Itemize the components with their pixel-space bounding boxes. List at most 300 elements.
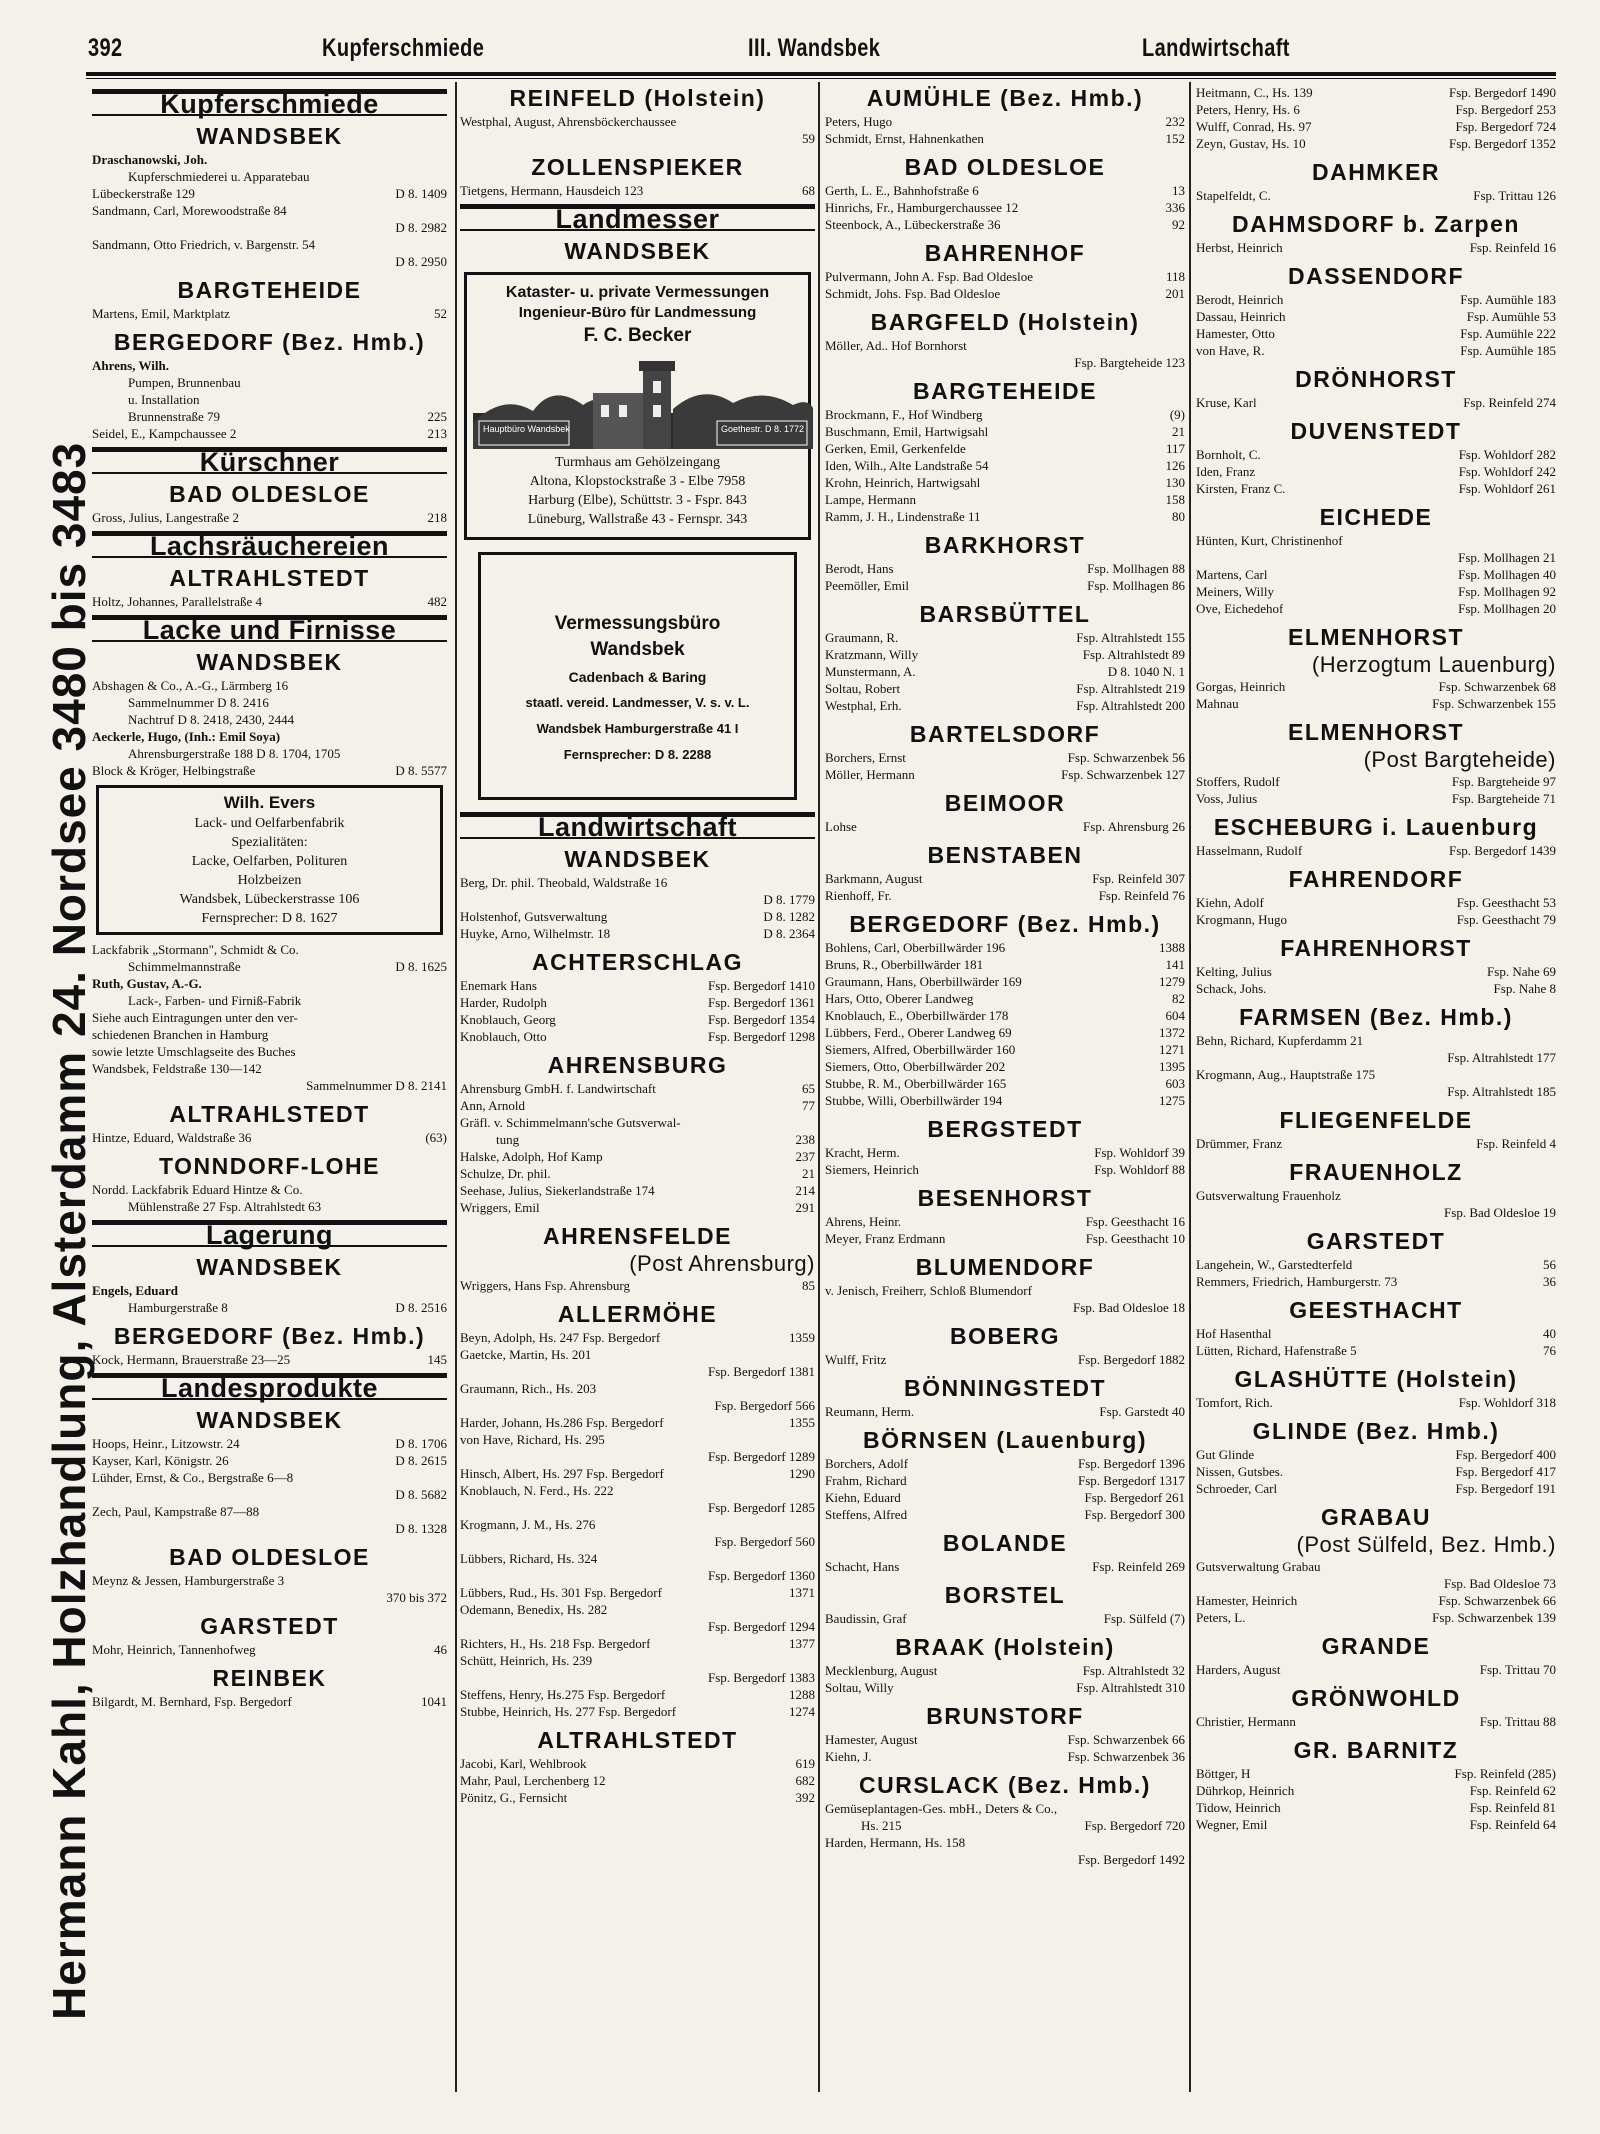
town-heading: BARKHORST — [924, 532, 1086, 558]
entry-value: Fsp. Bad Oldesloe 73 — [1444, 1576, 1556, 1591]
entry-text: Mecklenburg, August — [825, 1663, 938, 1678]
entry-value: 80 — [1172, 509, 1185, 524]
entry-value: 13 — [1172, 183, 1185, 198]
town-heading: GARSTEDT — [1306, 1228, 1446, 1254]
list-item — [825, 474, 1185, 491]
entry-text: Schmidt, Johs. Fsp. Bad Oldesloe — [825, 286, 1001, 301]
town-heading: FAHRENHORST — [1280, 935, 1472, 961]
list-item — [1196, 678, 1556, 695]
list-item — [460, 1550, 815, 1567]
entry — [92, 1351, 447, 1368]
list-item — [825, 423, 1185, 440]
entry-value: Fsp. Sülfeld (7) — [1103, 1611, 1185, 1626]
ad-line: Lacke, Oelfarben, Polituren — [191, 854, 348, 869]
list-item — [825, 130, 1185, 147]
list-item — [1196, 1325, 1556, 1342]
list-item — [825, 629, 1185, 646]
entry-text: Sandmann, Carl, Morewoodstraße 84 — [92, 203, 287, 218]
entry-value: Fsp. Bergedorf 253 — [1455, 102, 1556, 117]
entry-text: Graumann, Rich., Hs. 203 — [460, 1381, 597, 1396]
ad-line: Wandsbek Hamburgerstraße 41 I — [536, 721, 739, 736]
entry — [1196, 394, 1556, 411]
entry-text: Kiehn, Eduard — [825, 1490, 901, 1505]
entry-value: 1274 — [789, 1704, 815, 1719]
entry-value: 46 — [434, 1642, 447, 1657]
ad-line: Spezialitäten: — [231, 835, 308, 850]
entry-value: Fsp. Nahe 69 — [1487, 964, 1556, 979]
list-item — [825, 1041, 1185, 1058]
list-item — [825, 749, 1185, 766]
entry-value: 21 — [802, 1166, 815, 1181]
entry-text: Bohlens, Carl, Oberbillwärder 196 — [825, 940, 1006, 955]
list-item — [825, 1748, 1185, 1765]
list-item — [825, 285, 1185, 302]
entry-value: Fsp. Reinfeld 307 — [1092, 871, 1185, 886]
entry-name: Ahrens, Wilh. — [92, 358, 169, 373]
entry-line: Wandsbek, Feldstraße 130—142 — [92, 1061, 262, 1076]
entry-value: 1371 — [789, 1585, 815, 1600]
entry-value: Fsp. Bergedorf 1439 — [1448, 843, 1556, 858]
entry-text: Meyer, Franz Erdmann — [825, 1231, 946, 1246]
entry-line: schiedenen Branchen in Hamburg — [92, 1027, 269, 1042]
list-item — [460, 1516, 815, 1533]
entry-value: Fsp. Geesthacht 53 — [1456, 895, 1556, 910]
entry-text: Lackfabrik „Stormann", Schmidt & Co. — [92, 942, 299, 957]
entry-text: Westphal, Erh. — [825, 698, 902, 713]
side-advertisement: Hermann Kahl, Holzhandlung, Alsterdamm 24. Nordsee 3480 bis 3483 — [43, 441, 95, 2020]
entry-text: Harden, Hermann, Hs. 158 — [825, 1835, 966, 1850]
entry-text: Berg, Dr. phil. Theobald, Waldstraße 16 — [460, 875, 668, 890]
list-item — [825, 457, 1185, 474]
entry-text: Siemers, Alfred, Oberbillwärder 160 — [825, 1042, 1016, 1057]
entry-text: Borchers, Ernst — [825, 750, 906, 765]
entry-text: Ann, Arnold — [460, 1098, 525, 1113]
list-bargteheide — [825, 406, 1185, 525]
entry-value: Fsp. Altrahlstedt 185 — [1447, 1084, 1556, 1099]
entry-value: Fsp. Wohldorf 88 — [1094, 1162, 1185, 1177]
list-elmenhorst-bargteheide — [1196, 773, 1556, 807]
entry-text: Schimmelmannstraße — [128, 959, 241, 974]
list-bahrenhof — [825, 268, 1185, 302]
entry-value: Fsp. Schwarzenbek 127 — [1061, 767, 1185, 782]
entry-text: Lübbers, Richard, Hs. 324 — [460, 1551, 598, 1566]
list-item — [825, 1058, 1185, 1075]
entry-text: Harders, August — [1196, 1662, 1281, 1677]
entry-text: Langehein, W., Garstedterfeld — [1196, 1257, 1353, 1272]
entry — [460, 891, 815, 908]
section-heading: Lacke und Firnisse — [92, 615, 447, 642]
list-item — [460, 1618, 815, 1635]
entry-text: Peters, Hugo — [825, 114, 893, 129]
ad-line: Fernsprecher: D 8. 2288 — [563, 747, 712, 762]
entry-value: 232 — [1165, 114, 1185, 129]
entry-value — [811, 1431, 815, 1448]
town-heading: GRANDE — [1321, 1633, 1431, 1659]
section-heading: Landmesser — [460, 204, 815, 231]
list-besenhorst — [825, 1213, 1185, 1247]
entry-value: D 8. 2516 — [395, 1300, 447, 1315]
entry — [460, 1277, 815, 1294]
entry-value: Fsp. Bargteheide 71 — [1451, 791, 1556, 806]
entry — [92, 1129, 447, 1146]
town-heading: BAD OLDESLOE — [904, 154, 1106, 180]
entry-value: Fsp. Schwarzenbek 139 — [1432, 1610, 1556, 1625]
ad-title: Wilh. Evers — [223, 793, 316, 812]
entry-text: Iden, Wilh., Alte Landstraße 54 — [825, 458, 989, 473]
town-heading: DUVENSTEDT — [1290, 418, 1462, 444]
entry-text: Voss, Julius — [1196, 791, 1258, 806]
entry-value: Fsp. Bergedorf 1381 — [707, 1364, 815, 1379]
list-item — [825, 440, 1185, 457]
entry-value: D 8. 2364 — [763, 926, 815, 941]
entry-value: 218 — [427, 510, 447, 525]
entry — [92, 509, 447, 526]
entry-text: Knoblauch, E., Oberbillwärder 178 — [825, 1008, 1009, 1023]
town-heading: BARSBÜTTEL — [919, 601, 1091, 627]
ad-line: Wandsbek, Lübeckerstrasse 106 — [179, 892, 360, 907]
entry-text: Martens, Emil, Marktplatz — [92, 306, 230, 321]
entry-value: 68 — [802, 183, 815, 198]
list-item — [825, 182, 1185, 199]
entry-value: Fsp. Bergedorf 1352 — [1448, 136, 1556, 151]
entry-text: Peters, Henry, Hs. 6 — [1196, 102, 1300, 117]
town-subheading: (Post Ahrensburg) — [629, 1251, 815, 1276]
entry — [1196, 549, 1556, 566]
list-duvenstedt — [1196, 446, 1556, 497]
entry-value: 59 — [802, 131, 815, 146]
list-dassendorf — [1196, 291, 1556, 359]
entry-line: u. Installation — [128, 392, 200, 407]
ad-line: Lack- und Oelfarbenfabrik — [194, 816, 345, 831]
entry-value: D 8. 5682 — [395, 1487, 447, 1502]
entry-value: Fsp. Reinfeld 76 — [1098, 888, 1185, 903]
list-item — [825, 973, 1185, 990]
entry-text: Stubbe, Heinrich, Hs. 277 Fsp. Bergedorf — [460, 1704, 677, 1719]
list-item — [1196, 463, 1556, 480]
entry-text: Kruse, Karl — [1196, 395, 1257, 410]
entry-text: Kratzmann, Willy — [825, 647, 919, 662]
town-heading: ZOLLENSPIEKER — [531, 154, 744, 180]
entry-value: Fsp. Schwarzenbek 56 — [1067, 750, 1185, 765]
entry — [825, 1403, 1185, 1420]
entry — [92, 425, 447, 442]
list-item — [825, 766, 1185, 783]
entry-text: Dührkop, Heinrich — [1196, 1783, 1295, 1798]
column-divider — [455, 82, 457, 2092]
page-number: 392 — [88, 34, 123, 62]
entry — [825, 1299, 1185, 1316]
entry-text: Hasselmann, Rudolf — [1196, 843, 1303, 858]
entry-text: Lampe, Hermann — [825, 492, 916, 507]
entry — [825, 818, 1185, 835]
entry-value: 1279 — [1159, 974, 1185, 989]
entry — [1196, 1204, 1556, 1221]
entry-value: Fsp. Wohldorf 261 — [1458, 481, 1556, 496]
section-heading: Lachsräuchereien — [92, 531, 447, 558]
town-heading: AUMÜHLE (Bez. Hmb.) — [866, 85, 1144, 111]
header-right: Landwirtschaft — [1142, 34, 1290, 62]
entry-value: Fsp. Aumühle 183 — [1460, 292, 1556, 307]
list-item — [825, 508, 1185, 525]
entry — [1196, 239, 1556, 256]
entry-value: Fsp. Aumühle 185 — [1460, 343, 1556, 358]
list-item — [1196, 695, 1556, 712]
entry-text: Soltau, Willy — [825, 1680, 894, 1695]
ad-line: Holzbeizen — [237, 873, 302, 888]
list-allermoehe — [460, 1329, 815, 1720]
entry-text: Gaetcke, Martin, Hs. 201 — [460, 1347, 592, 1362]
town-heading: DAHMSDORF b. Zarpen — [1232, 211, 1520, 237]
entry-text: Wriggers, Hans Fsp. Ahrensburg — [460, 1278, 631, 1293]
entry-text: Siemers, Heinrich — [825, 1162, 919, 1177]
entry-value: Fsp. Mollhagen 20 — [1458, 601, 1556, 616]
list-item — [825, 1213, 1185, 1230]
entry-value: Fsp. Bergedorf 1285 — [707, 1500, 815, 1515]
entry-text: Soltau, Robert — [825, 681, 901, 696]
entry-text: Wriggers, Emil — [460, 1200, 540, 1215]
entry-value: 85 — [802, 1278, 815, 1293]
town-heading: BERGEDORF (Bez. Hmb.) — [849, 911, 1161, 937]
entry-value: Fsp. Altrahlstedt 200 — [1076, 698, 1185, 713]
entry-value: 214 — [795, 1183, 815, 1198]
list-glinde — [1196, 1446, 1556, 1497]
ad-title: Vermessungsbüro — [554, 613, 721, 634]
entry-value: Fsp. Altrahlstedt 219 — [1076, 681, 1185, 696]
town-heading: AHRENSBURG — [547, 1052, 728, 1078]
entry-text: Bruns, R., Oberbillwärder 181 — [825, 957, 984, 972]
entry-text: Gutsverwaltung Frauenholz — [1196, 1188, 1341, 1203]
list-item — [1196, 308, 1556, 325]
list-item — [1196, 446, 1556, 463]
entry-text: Ahrens, Heinr. — [825, 1214, 902, 1229]
list-item — [825, 956, 1185, 973]
entry-text: tung — [496, 1132, 520, 1147]
list-item — [825, 1075, 1185, 1092]
list-item — [460, 1789, 815, 1806]
entry-value: 158 — [1165, 492, 1185, 507]
entry-text: Schmidt, Ernst, Hahnenkathen — [825, 131, 984, 146]
entry-value: (63) — [425, 1130, 447, 1145]
entry-text: Hamester, Otto — [1196, 326, 1275, 341]
list-item — [825, 406, 1185, 423]
town-heading: WANDSBEK — [196, 1407, 343, 1433]
town-heading: BARGFELD (Holstein) — [870, 309, 1140, 335]
entry-text: Berodt, Heinrich — [1196, 292, 1284, 307]
entry-text: Hamester, August — [825, 1732, 918, 1747]
entry-value: Fsp. Schwarzenbek 36 — [1067, 1749, 1185, 1764]
column-divider — [1189, 82, 1191, 2092]
ad-image-label-left: Hauptbüro Wandsbek — [483, 424, 570, 434]
entry-text: Graumann, Hans, Oberbillwärder 169 — [825, 974, 1022, 989]
list-geesthacht — [1196, 1325, 1556, 1359]
entry-value: 619 — [795, 1756, 815, 1771]
entry-value: 65 — [802, 1081, 815, 1096]
entry-text: Schütt, Heinrich, Hs. 239 — [460, 1653, 593, 1668]
entry-text: Bilgardt, M. Bernhard, Fsp. Bergedorf — [92, 1694, 292, 1709]
entry-value: Fsp. Bargteheide 123 — [1074, 355, 1185, 370]
ad-title: F. C. Becker — [583, 325, 692, 346]
section-heading: Kupferschmiede — [92, 89, 447, 116]
entry — [92, 1693, 447, 1710]
town-heading: BRUNSTORF — [926, 1703, 1084, 1729]
list-item — [825, 1489, 1185, 1506]
entry-text: Knoblauch, Otto — [460, 1029, 547, 1044]
list-item — [1196, 1342, 1556, 1359]
entry-text: Remmers, Friedrich, Hamburgerstr. 73 — [1196, 1274, 1398, 1289]
entry-value: Fsp. Bergedorf 261 — [1084, 1490, 1185, 1505]
entry-value: 1388 — [1159, 940, 1185, 955]
entry — [825, 1851, 1185, 1868]
entry-value: Fsp. Wohldorf 318 — [1458, 1395, 1556, 1410]
town-heading: DAHMKER — [1311, 159, 1441, 185]
entry-value: D 8. 1779 — [763, 892, 815, 907]
entry — [825, 354, 1185, 371]
entry-value: 1372 — [1159, 1025, 1185, 1040]
entry — [1196, 1713, 1556, 1730]
list-item — [825, 1007, 1185, 1024]
town-heading: TONNDORF-LOHE — [159, 1153, 380, 1179]
entry-text: Baudissin, Graf — [825, 1611, 907, 1626]
list-item — [825, 1506, 1185, 1523]
entry — [460, 130, 815, 147]
entry-value: Fsp. Geesthacht 79 — [1456, 912, 1556, 927]
entry-value: 225 — [427, 409, 447, 424]
entry-text: Krogmann, Hugo — [1196, 912, 1287, 927]
entry-line: Lack-, Farben- und Firniß-Fabrik — [128, 993, 302, 1008]
list-item — [1196, 84, 1556, 101]
list-item — [825, 990, 1185, 1007]
entry-text: Hars, Otto, Oberer Landweg — [825, 991, 974, 1006]
entry-name: Engels, Eduard — [92, 1283, 178, 1298]
entry-text: Abshagen & Co., A.-G., Lärmberg 16 — [92, 678, 289, 693]
entry-value: 1355 — [789, 1415, 815, 1430]
list-item — [825, 680, 1185, 697]
entry-value: D 8. 2615 — [395, 1453, 447, 1468]
entry-text: Möller, Hermann — [825, 767, 915, 782]
entry-line: Pumpen, Brunnenbau — [128, 375, 241, 390]
entry-value: Fsp. Mollhagen 21 — [1458, 550, 1556, 565]
list-item — [825, 1679, 1185, 1696]
entry-value: 370 bis 372 — [386, 1590, 447, 1605]
evers-advertisement — [96, 785, 443, 935]
entry-value: D 8. 1040 N. 1 — [1107, 664, 1185, 679]
list-item — [1196, 1480, 1556, 1497]
entry — [825, 1351, 1185, 1368]
entry-text: Pönitz, G., Fernsicht — [460, 1790, 568, 1805]
entry-value — [811, 1482, 815, 1499]
town-heading: ESCHEBURG i. Lauenburg — [1213, 814, 1539, 840]
entry-text: Seidel, E., Kampchaussee 2 — [92, 426, 237, 441]
entry-value: 117 — [1165, 441, 1185, 456]
list-item — [1196, 583, 1556, 600]
entry-value: Fsp. Reinfeld 274 — [1463, 395, 1556, 410]
entry-text: Hamester, Heinrich — [1196, 1593, 1298, 1608]
list-item — [1196, 1816, 1556, 1833]
entry-text: Steffens, Alfred — [825, 1507, 908, 1522]
entry-value: Fsp. Bergedorf 1492 — [1077, 1852, 1185, 1867]
list-item — [1196, 118, 1556, 135]
entry-value: Fsp. Wohldorf 242 — [1458, 464, 1556, 479]
entry — [460, 1148, 815, 1165]
entry-text: Hinsch, Albert, Hs. 297 Fsp. Bergedorf — [460, 1466, 664, 1481]
list-item — [825, 560, 1185, 577]
list-item — [825, 491, 1185, 508]
entry-text: Krogmann, Aug., Hauptstraße 175 — [1196, 1067, 1376, 1082]
entry-value: 118 — [1165, 269, 1185, 284]
becker-advertisement — [464, 272, 811, 540]
list-fahrendorf — [1196, 894, 1556, 928]
section-heading: Lagerung — [92, 1220, 447, 1247]
list-item — [460, 1652, 815, 1669]
list-item — [825, 1024, 1185, 1041]
list-item — [1196, 1592, 1556, 1609]
entry-value: 482 — [427, 594, 447, 609]
list-item — [825, 199, 1185, 216]
list-grabau — [1196, 1592, 1556, 1626]
entry-value: Fsp. Bad Oldesloe 19 — [1444, 1205, 1556, 1220]
entry-value: 52 — [434, 306, 447, 321]
entry-value: Fsp. Geesthacht 10 — [1085, 1231, 1185, 1246]
entry-value: 237 — [795, 1149, 815, 1164]
entry-value: Fsp. Bergedorf 1289 — [707, 1449, 815, 1464]
entry-value — [811, 1550, 815, 1567]
entry-value: Fsp. Mollhagen 92 — [1458, 584, 1556, 599]
entry-line: Kupferschmiederei u. Apparatebau — [128, 169, 310, 184]
entry-text: Iden, Franz — [1196, 464, 1256, 479]
entry-value: 141 — [1165, 957, 1185, 972]
entry-text: Hinrichs, Fr., Hamburgerchaussee 12 — [825, 200, 1019, 215]
town-subheading: (Herzogtum Lauenburg) — [1311, 652, 1556, 677]
town-subheading: (Post Sülfeld, Bez. Hmb.) — [1296, 1532, 1556, 1557]
town-heading: ALTRAHLSTEDT — [169, 1101, 370, 1127]
entry-text: Wegner, Emil — [1196, 1817, 1268, 1832]
entry-text: Kock, Hermann, Brauerstraße 23—25 — [92, 1352, 291, 1367]
entry — [92, 1452, 447, 1469]
entry-value: 238 — [795, 1132, 815, 1147]
entry-text: Kiehn, J. — [825, 1749, 872, 1764]
list-item — [825, 870, 1185, 887]
entry-value: 1377 — [789, 1636, 815, 1651]
entry-text: Buschmann, Emil, Hartwigsahl — [825, 424, 989, 439]
list-item — [1196, 980, 1556, 997]
list-bergstedt — [825, 1144, 1185, 1178]
town-heading: BOLANDE — [942, 1530, 1068, 1556]
entry-text: Tietgens, Hermann, Hausdeich 123 — [460, 183, 644, 198]
entry-value: 1041 — [421, 1694, 447, 1709]
list-item — [1196, 291, 1556, 308]
town-heading: BERGEDORF (Bez. Hmb.) — [113, 1323, 426, 1349]
entry-value: 682 — [795, 1773, 815, 1788]
entry — [460, 925, 815, 942]
entry — [825, 1558, 1185, 1575]
entry-text: Pulvermann, John A. Fsp. Bad Oldesloe — [825, 269, 1033, 284]
section-heading: Landwirtschaft — [460, 812, 815, 839]
town-heading: BÖRNSEN (Lauenburg) — [862, 1427, 1148, 1453]
entry-value: Fsp. Reinfeld 4 — [1476, 1136, 1556, 1151]
town-heading: CURSLACK (Bez. Hmb.) — [859, 1772, 1151, 1798]
list-item — [460, 1635, 815, 1652]
town-heading: GEESTHACHT — [1289, 1297, 1463, 1323]
entry-value: D 8. 1282 — [763, 909, 815, 924]
entry-value: Fsp. Bergedorf 720 — [1084, 1818, 1185, 1833]
town-heading: BERGSTEDT — [927, 1116, 1083, 1142]
town-heading: ALTRAHLSTEDT — [169, 565, 370, 591]
list-item — [460, 1584, 815, 1601]
town-heading: BARGTEHEIDE — [913, 378, 1097, 404]
entry-text: Rienhoff, Fr. — [825, 888, 892, 903]
list-bad-oldesloe — [825, 182, 1185, 233]
entry-line: Sammelnummer D 8. 2141 — [306, 1078, 447, 1093]
